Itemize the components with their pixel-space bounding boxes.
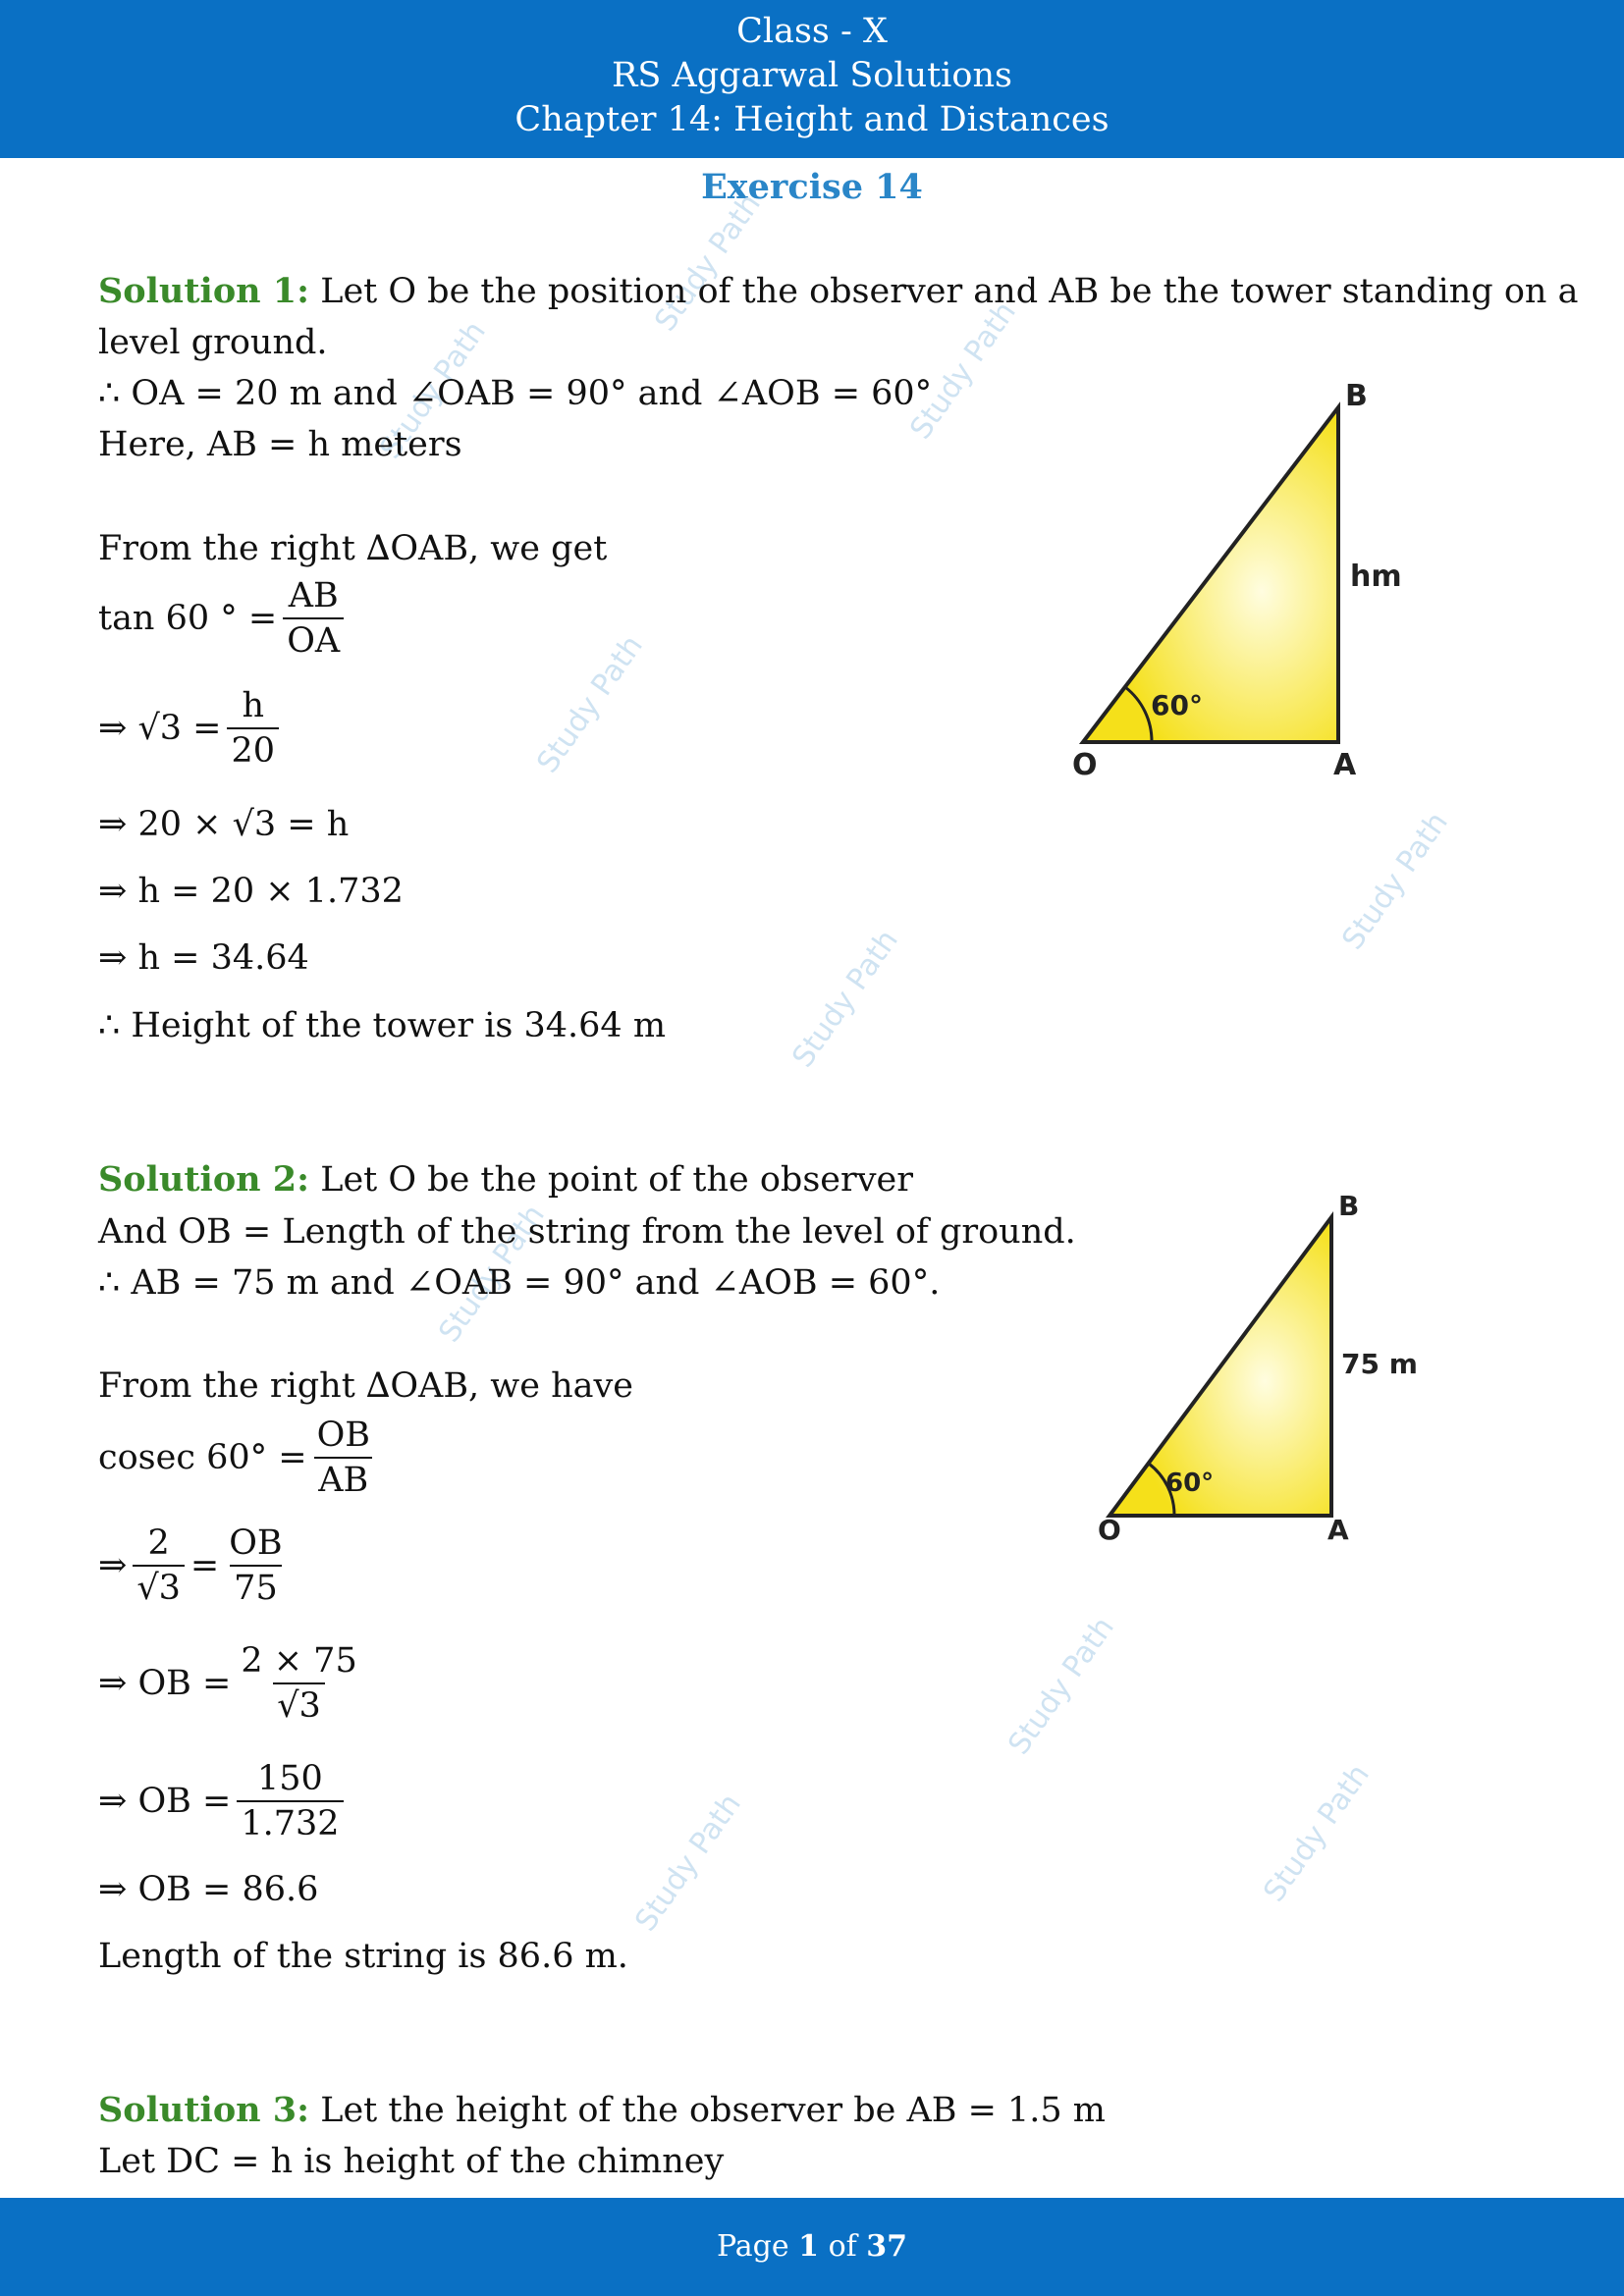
fraction (133, 1522, 185, 1610)
solution1-given: ∴ OA = 20 m and ∠OAB = 90° and ∠AOB = 60° (98, 374, 933, 413)
solution2-intro (98, 1160, 913, 1200)
page-footer (0, 2198, 1624, 2296)
numerator: 150 (257, 1759, 323, 1798)
side-label: 75 m (1341, 1348, 1418, 1380)
implies-symbol: ⇒ (98, 1546, 128, 1585)
solution1-intro2: level ground. (98, 323, 328, 362)
solution1-eq3: ⇒ 20 × √3 = h (98, 805, 350, 844)
denominator: AB (314, 1457, 372, 1502)
solution2-eq4 (98, 1757, 350, 1845)
numerator: OB (316, 1415, 370, 1455)
solution1-from: From the right ∆OAB, we get (98, 529, 608, 568)
watermark: Study Path (432, 1199, 552, 1349)
vertex-label-a: A (1327, 1514, 1349, 1546)
fraction (283, 574, 344, 663)
denominator: √3 (133, 1565, 185, 1610)
angle-label: 60° (1165, 1468, 1215, 1498)
solution2-given: ∴ AB = 75 m and ∠OAB = 90° and ∠AOB = 60°. (98, 1263, 941, 1303)
header-book: RS Aggarwal Solutions (612, 56, 1012, 95)
watermark: Study Path (628, 1788, 748, 1938)
solution1-intro-text: Let O be the position of the observer and AB be the tower standing on a (309, 272, 1579, 311)
watermark: Study Path (1335, 806, 1455, 956)
denominator: √3 (273, 1682, 325, 1728)
triangle-shape (1083, 407, 1338, 742)
solution2-from: From the right ∆OAB, we have (98, 1366, 633, 1406)
exercise-title: Exercise 14 (701, 167, 923, 207)
solution1-intro (98, 272, 1578, 311)
watermark: Study Path (1257, 1758, 1377, 1908)
watermark: Study Path (1001, 1611, 1121, 1761)
eq-lhs: tan 60 ° = (98, 599, 278, 638)
solution3-intro (98, 2091, 1106, 2130)
solution1-eq5: ⇒ h = 34.64 (98, 938, 309, 978)
eq-lhs: ⇒ OB = (98, 1782, 232, 1821)
numerator: 2 × 75 (241, 1641, 357, 1681)
fraction (313, 1414, 374, 1502)
vertex-label-a: A (1333, 748, 1357, 782)
side-label: hm (1350, 560, 1402, 594)
solution3-line2: Let DC = h is height of the chimney (98, 2142, 725, 2181)
solution1-eq1 (98, 574, 350, 663)
solution2-label: Solution 2: (98, 1159, 310, 1200)
solution2-eq3 (98, 1639, 367, 1728)
numerator: AB (288, 576, 339, 615)
eq-lhs: ⇒ √3 = (98, 709, 222, 748)
denominator: 75 (230, 1565, 282, 1610)
equals-symbol: = (189, 1546, 220, 1585)
solution2-line2: And OB = Length of the string from the level of ground. (98, 1212, 1076, 1252)
fraction (237, 1639, 360, 1728)
denominator: 20 (227, 727, 279, 773)
triangle-diagram-2 (1090, 1188, 1443, 1561)
vertex-label-o: O (1072, 748, 1098, 782)
page-number: 1 (798, 2229, 820, 2264)
eq-lhs: ⇒ OB = (98, 1664, 232, 1703)
denominator: OA (283, 617, 344, 663)
solution2-eq2 (98, 1522, 293, 1610)
vertex-label-b: B (1338, 1190, 1360, 1222)
page-prefix: Page (716, 2229, 799, 2264)
numerator: 2 (147, 1523, 170, 1563)
page-of: of (819, 2229, 867, 2264)
solution2-intro-text: Let O be the point of the observer (309, 1160, 913, 1200)
page-total: 37 (866, 2229, 908, 2264)
solution2-conclusion: Length of the string is 86.6 m. (98, 1937, 628, 1976)
solution2-eq1 (98, 1414, 380, 1502)
vertex-label-b: B (1345, 379, 1368, 413)
solution1-conclusion: ∴ Height of the tower is 34.64 m (98, 1006, 667, 1045)
header-chapter: Chapter 14: Height and Distances (514, 100, 1110, 139)
watermark: Study Path (530, 629, 650, 779)
watermark: Study Path (785, 924, 905, 1074)
solution1-eq2 (98, 684, 285, 773)
watermark: Study Path (373, 315, 493, 465)
solution1-eq4: ⇒ h = 20 × 1.732 (98, 872, 404, 911)
triangle-shape (1110, 1217, 1331, 1516)
watermark: Study Path (648, 187, 768, 338)
angle-label: 60° (1151, 689, 1203, 721)
fraction (225, 1522, 286, 1610)
numerator: OB (229, 1523, 283, 1563)
numerator: h (242, 686, 265, 725)
solution1-label: Solution 1: (98, 271, 310, 311)
denominator: 1.732 (237, 1800, 343, 1845)
triangle-diagram-1 (1060, 378, 1414, 790)
eq-lhs: cosec 60° = (98, 1438, 307, 1477)
solution3-label: Solution 3: (98, 2090, 310, 2130)
solution1-here: Here, AB = h meters (98, 425, 462, 464)
vertex-label-o: O (1098, 1514, 1121, 1546)
fraction (237, 1757, 343, 1845)
header-class: Class - X (736, 12, 888, 51)
solution2-eq5: ⇒ OB = 86.6 (98, 1870, 319, 1909)
page-header (0, 0, 1624, 158)
fraction (227, 684, 279, 773)
solution3-intro-text: Let the height of the observer be AB = 1.5 m (309, 2091, 1106, 2130)
watermark: Study Path (903, 295, 1023, 446)
